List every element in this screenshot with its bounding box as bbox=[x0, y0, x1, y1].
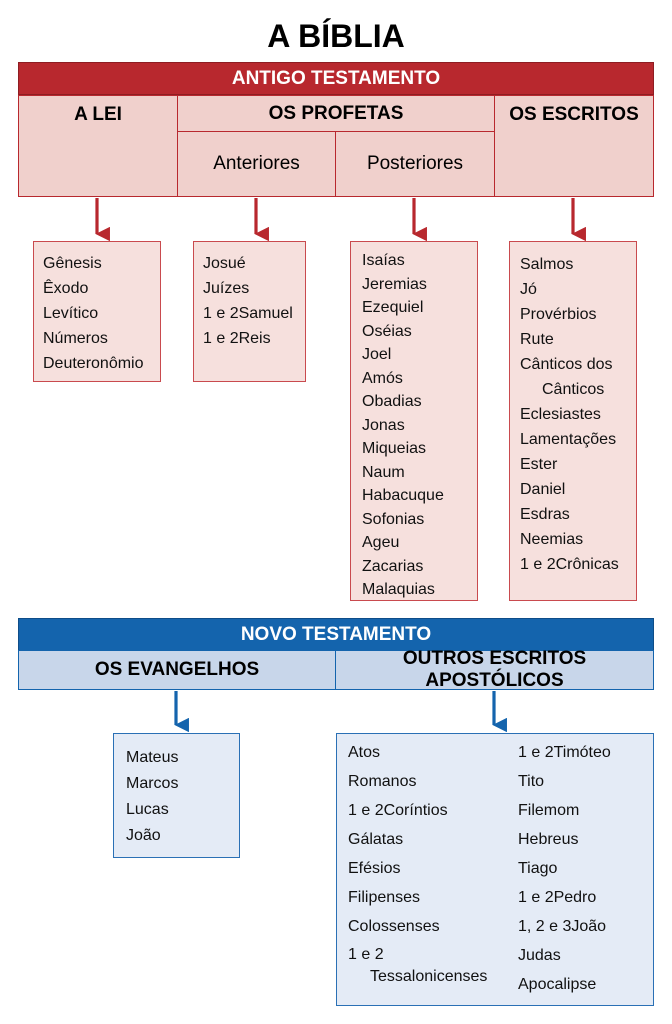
list-item: 1 e 2Timóteo bbox=[518, 744, 611, 761]
list-item: Ezequiel bbox=[362, 299, 424, 316]
list-item: Tito bbox=[518, 773, 545, 790]
list-item: Jeremias bbox=[362, 275, 427, 293]
antigo-testamento-header: ANTIGO TESTAMENTO bbox=[18, 62, 654, 95]
escritos-books-box bbox=[509, 241, 637, 601]
anteriores-books-box bbox=[193, 241, 306, 382]
list-item: Zacarias bbox=[362, 557, 424, 575]
list-item: Lucas bbox=[126, 801, 169, 818]
list-item: Levítico bbox=[43, 305, 99, 322]
list-item: 1 e 2Crônicas bbox=[520, 556, 619, 573]
anteriores-subcategory: Anteriores bbox=[177, 131, 336, 197]
list-item: Gênesis bbox=[43, 255, 102, 272]
list-item: Atos bbox=[348, 744, 381, 761]
list-item: Neemias bbox=[520, 531, 584, 548]
list-item: Mateus bbox=[126, 749, 179, 766]
list-item: Filemom bbox=[518, 802, 580, 819]
list-item: 1, 2 e 3João bbox=[518, 918, 607, 935]
page-title: A BÍBLIA bbox=[267, 17, 405, 54]
list-item: Filipenses bbox=[348, 889, 421, 906]
list-item: Tessalonicenses bbox=[370, 968, 488, 985]
list-item: 1 e 2Samuel bbox=[203, 305, 293, 322]
list-item: Habacuque bbox=[362, 487, 444, 504]
list-item: Colossenses bbox=[348, 918, 440, 935]
profetas-category: OS PROFETAS bbox=[177, 95, 495, 132]
list-item: Isaías bbox=[362, 252, 405, 269]
escritos-label: OS ESCRITOS bbox=[509, 104, 639, 125]
list-item: Ester bbox=[520, 456, 558, 473]
list-item: Cânticos dos bbox=[520, 356, 613, 373]
list-item: Efésios bbox=[348, 860, 401, 877]
list-item: Judas bbox=[518, 947, 561, 964]
list-item: Gálatas bbox=[348, 831, 404, 848]
evangelhos-category: OS EVANGELHOS bbox=[18, 650, 336, 690]
list-item: Malaquias bbox=[362, 581, 435, 598]
posteriores-subcategory: Posteriores bbox=[335, 131, 495, 197]
list-item: Miqueias bbox=[362, 440, 427, 457]
list-item: Eclesiastes bbox=[520, 406, 601, 423]
list-item: Salmos bbox=[520, 256, 574, 273]
lei-category bbox=[18, 95, 178, 197]
novo-testamento-header: NOVO TESTAMENTO bbox=[18, 618, 654, 651]
nt-connector-arrows bbox=[0, 689, 672, 735]
list-item: Marcos bbox=[126, 775, 179, 792]
list-item: Naum bbox=[362, 463, 405, 481]
list-item: Juízes bbox=[203, 280, 250, 297]
list-item: 1 e 2Coríntios bbox=[348, 802, 448, 819]
list-item: Números bbox=[43, 330, 108, 347]
list-item: Sofonias bbox=[362, 510, 425, 528]
list-item: Provérbios bbox=[520, 306, 597, 323]
list-item: Romanos bbox=[348, 773, 417, 790]
escritos-books-list bbox=[520, 252, 636, 577]
list-item: Amós bbox=[362, 369, 403, 387]
list-item: 1 e 2 bbox=[348, 946, 384, 963]
list-item: Lamentações bbox=[520, 431, 617, 448]
evangelhos-books-list bbox=[126, 745, 239, 849]
evangelhos-books-box bbox=[113, 733, 240, 858]
ot-connector-arrows bbox=[0, 196, 672, 244]
list-item: Hebreus bbox=[518, 831, 579, 848]
escritos-category bbox=[494, 95, 654, 197]
list-item: Êxodo bbox=[43, 280, 89, 297]
lei-books-list bbox=[43, 251, 160, 376]
list-item: Esdras bbox=[520, 506, 570, 523]
outros-escritos-col1 bbox=[348, 738, 487, 988]
list-item: Tiago bbox=[518, 860, 558, 877]
list-item: 1 e 2Reis bbox=[203, 330, 271, 347]
posteriores-books-box bbox=[350, 241, 478, 601]
list-item: Obadias bbox=[362, 393, 422, 410]
list-item: Oséias bbox=[362, 322, 412, 340]
anteriores-books-list bbox=[203, 251, 305, 351]
outros-escritos-col2 bbox=[518, 738, 611, 999]
lei-books-box bbox=[33, 241, 161, 382]
list-item: Deuteronômio bbox=[43, 355, 144, 372]
list-item: João bbox=[126, 827, 161, 844]
list-item: Cânticos bbox=[542, 381, 605, 398]
posteriores-books-list bbox=[362, 249, 477, 602]
list-item: Ageu bbox=[362, 534, 400, 551]
list-item: Apocalipse bbox=[518, 976, 597, 993]
list-item: Joel bbox=[362, 346, 392, 363]
list-item: Jó bbox=[520, 281, 537, 298]
list-item: Josué bbox=[203, 255, 246, 272]
outros-escritos-category: OUTROS ESCRITOS APOSTÓLICOS bbox=[335, 650, 654, 690]
lei-label: A LEI bbox=[74, 104, 122, 125]
list-item: Daniel bbox=[520, 481, 566, 498]
list-item: Jonas bbox=[362, 416, 405, 434]
list-item: 1 e 2Pedro bbox=[518, 889, 597, 906]
list-item: Rute bbox=[520, 331, 554, 348]
outros-escritos-books-box bbox=[336, 733, 654, 1006]
